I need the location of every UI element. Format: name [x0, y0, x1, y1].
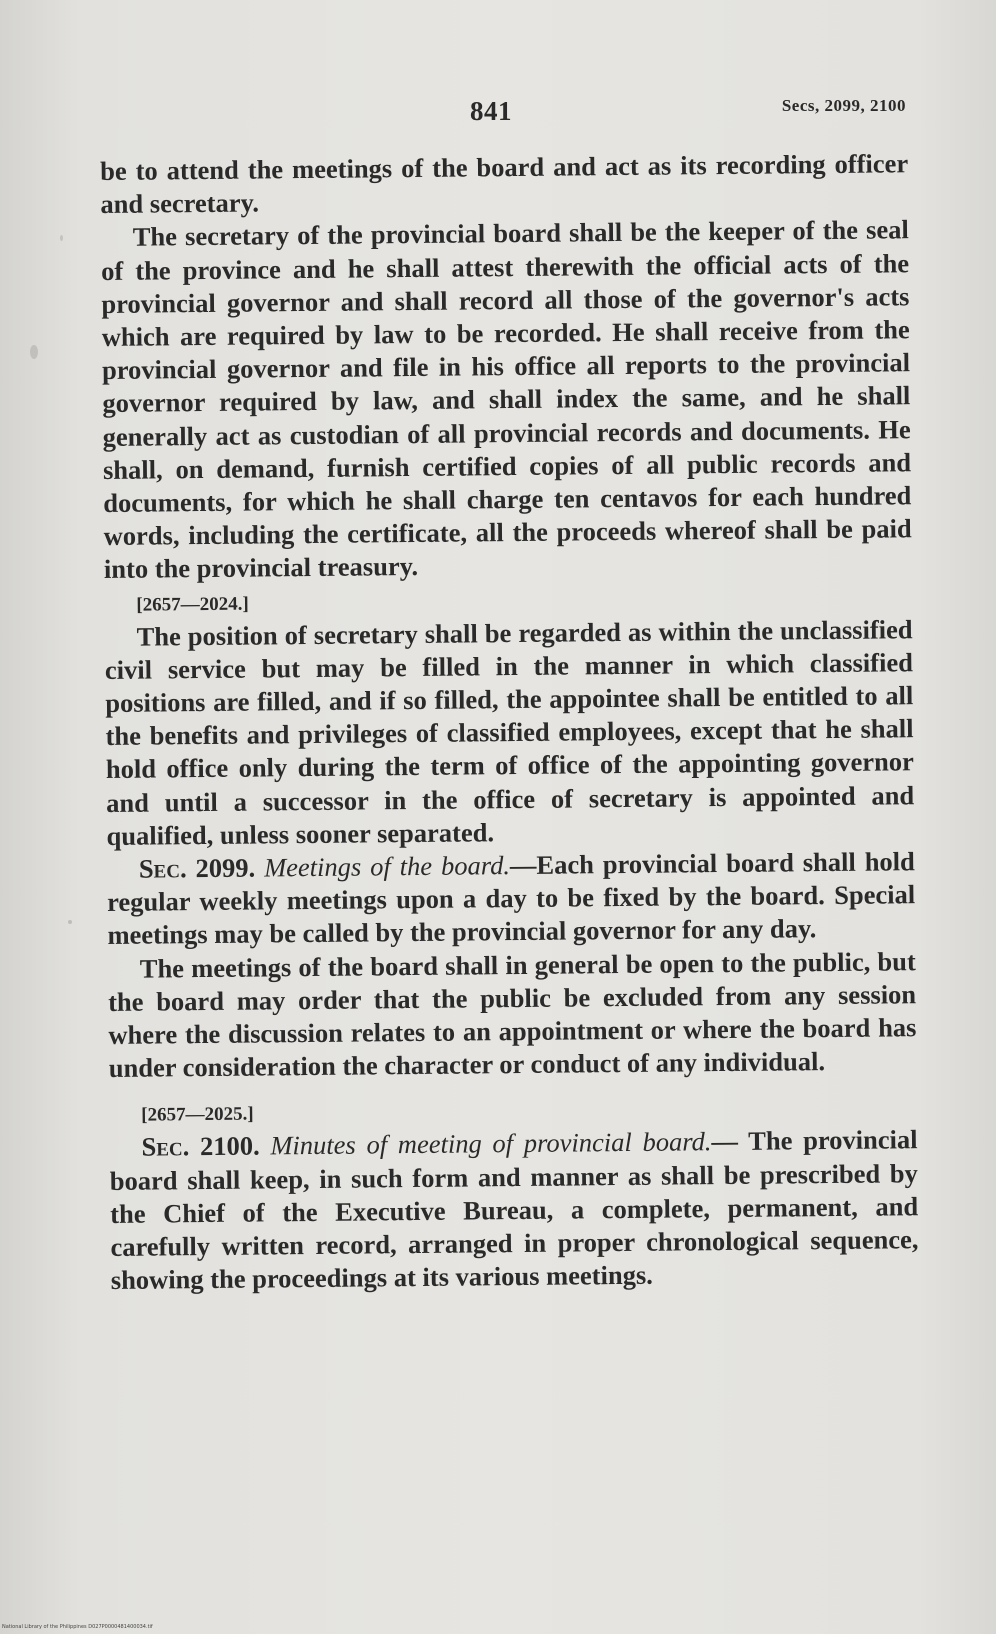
- scan-speck: [60, 235, 63, 241]
- section-2100-label: Sec. 2100.: [141, 1130, 260, 1163]
- scan-speck: [30, 345, 38, 359]
- section-2100: [109, 1124, 919, 1298]
- section-2100-title: Minutes of meeting of provincial board.: [270, 1126, 712, 1161]
- citation-2025: [2657—2025.]: [141, 1104, 254, 1127]
- paragraph-continuation: be to attend the meetings of the board and act as its recording officer and secretary.: [100, 148, 909, 220]
- section-2100-text: — The provincial board shall keep, in such form and manner as shall be prescribed by the Chief of the Executive Bureau, a complete, permanent, and carefully written record, arranged in proper chronological sequence, showing the proceedings at its various meetings.: [109, 1124, 919, 1296]
- scan-speck: [68, 920, 72, 924]
- page-number: 841: [470, 96, 512, 126]
- section-2099: [107, 845, 916, 952]
- paragraph-secretary-duties: The secretary of the provincial board shall be the keeper of the seal of the province and he shall attest therewith the official acts of the provincial governor and shall record all those of the governor's acts which are required by law to be recorded. He shall receive from the provincial governor and file in his office all reports to the provincial governor required by law, and shall index the same, and he shall generally act as custodian of all provincial records and documents. He shall, on demand, furnish certified copies of all public records and documents, for which he shall charge ten centavos for each hundred words, including the certificate, all the proceeds whereof shall be paid into the provincial treasury.: [100, 214, 912, 585]
- section-2099-text: —Each provincial board shall hold regular weekly meetings upon a day to be fixed by the board. Special meetings may be called by the provincial governor for any day.: [107, 846, 916, 951]
- body-text: [100, 147, 919, 1297]
- citation-2024: [2657—2024.]: [136, 593, 249, 616]
- paragraph-public-meetings: The meetings of the board shall in general be open to the public, but the board may order that the public be excluded from any session where the discussion relates to an appointment or where the board has under consideration the character or conduct of any individual.: [107, 945, 917, 1084]
- running-head: Secs, 2099, 2100: [781, 96, 906, 115]
- scan-source-note: National Library of the Philippines D027P0000481400034.tif: [2, 1624, 153, 1630]
- paragraph-secretary-position: The position of secretary shall be regarded as within the unclassified civil service but may be filled in the manner in which classified positions are filled, and if so filled, the appointee shall be entitled to all the benefits and privileges of classified employees, except that he shall hold office only during the term of office of the appointing governor and until a successor in the office of secretary is appointed and qualified, unless sooner separated.: [104, 613, 915, 851]
- section-2099-title: Meetings of the board.: [263, 850, 511, 883]
- section-2099-label: Sec. 2099.: [138, 852, 256, 884]
